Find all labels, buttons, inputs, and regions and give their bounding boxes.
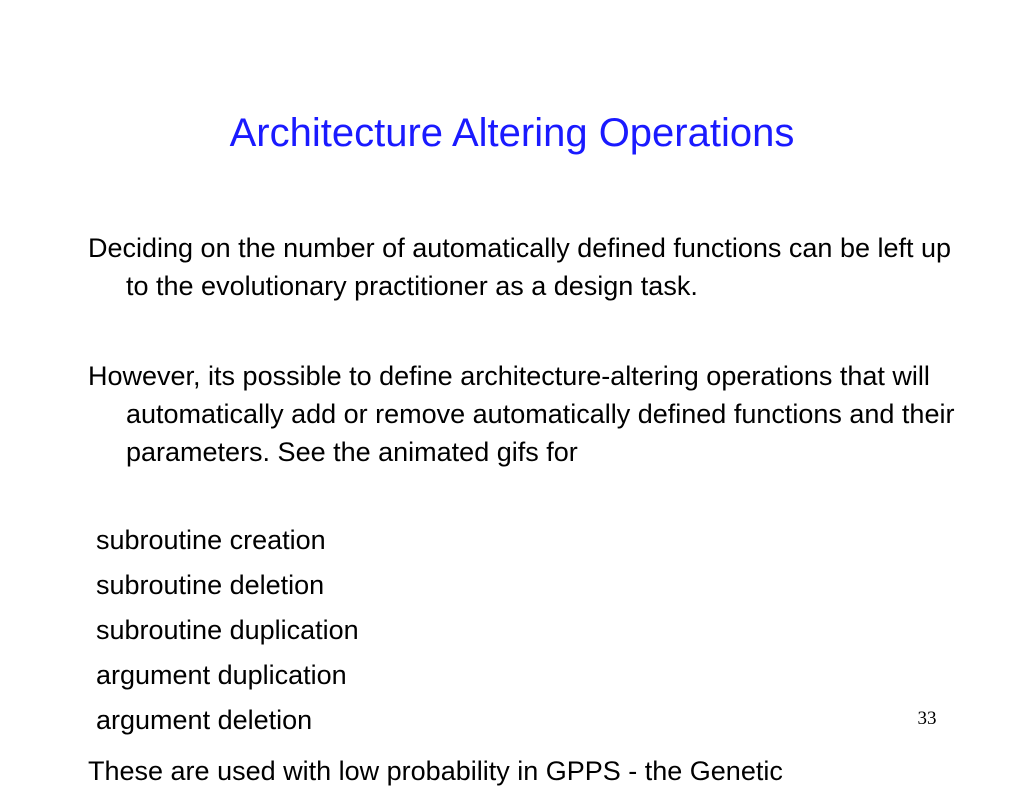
link-argument-deletion[interactable]: argument deletion: [96, 705, 313, 735]
paragraph-adf-count: Deciding on the number of automatically defined functions can be left up to the evolutionary practitioner as a design task.: [88, 233, 952, 301]
slide-title: Architecture Altering Operations: [229, 111, 795, 155]
paragraph-architecture-altering: However, its possible to define architecture-altering operations that will automatically add or remove automatically defined functions and their parameters. See the animated gifs for: [88, 361, 955, 467]
page-number: 33: [917, 708, 937, 729]
link-subroutine-duplication[interactable]: subroutine duplication: [96, 615, 359, 645]
link-subroutine-creation[interactable]: subroutine creation: [96, 525, 326, 555]
link-argument-duplication[interactable]: argument duplication: [96, 660, 347, 690]
link-subroutine-deletion[interactable]: subroutine deletion: [96, 570, 325, 600]
animated-gif-list: [96, 520, 359, 745]
paragraph-low-probability: These are used with low probability in GPPS - the Genetic: [88, 756, 783, 786]
